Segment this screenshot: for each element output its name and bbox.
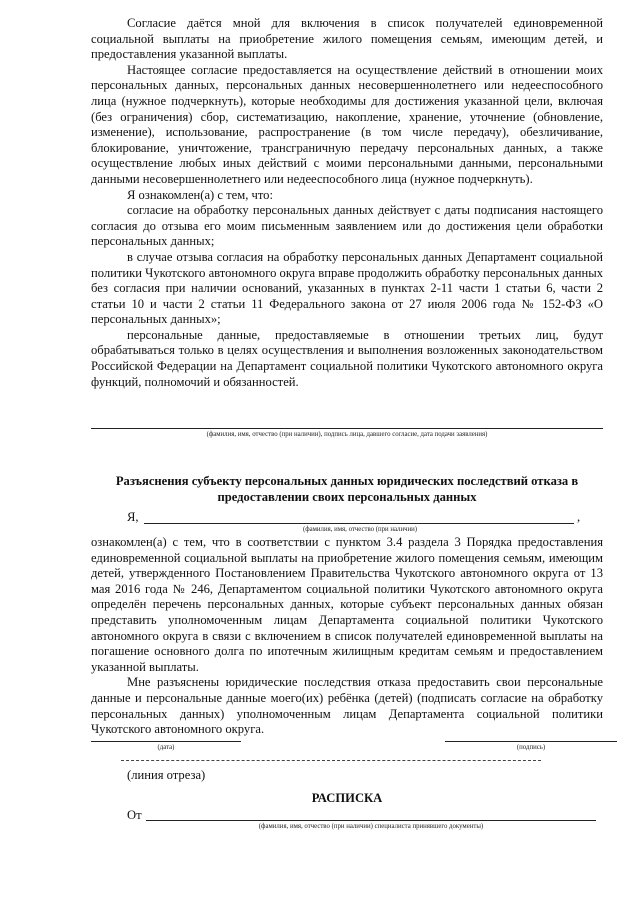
consent-paragraph-3: Я ознакомлен(а) с тем, что: — [127, 187, 273, 202]
receipt-from-caption: (фамилия, имя, отчество (при наличии) специалиста принявшего документы) — [258, 823, 484, 830]
receipt-from-line[interactable] — [146, 820, 596, 821]
explanation-title-line-1: Разъяснения субъекту персональных данных юридических последствий отказа в — [115, 474, 579, 488]
receipt-title: РАСПИСКА — [311, 791, 383, 805]
consent-paragraph-6: персональные данные, предоставляемые в отношении третьих лиц, будут обрабатываться только в целях осуществления и выполнения возложенных законодательством Российской Федерации на Департамент социальной политики Чукотского автономного округа функций, полномочий и обязанностей. — [91, 327, 603, 389]
consent-paragraph-2: Настоящее согласие предоставляется на осуществление действий в отношении моих персональных данных, персональных данных несовершеннолетнего или недееспособного лица (нужное подчеркнуть), которые необходимы для достижения указанной цели, включая (без ограничения) сбор, систематизацию, накопление, хранение, уточнение (обновление, изменение), использование, распространение (в том числе передачу), обезличивание, блокирование, уничтожение, трансграничную передачу персональных данных, а также осуществление любых иных действий с моими персональными данными, персональными данными несовершеннолетнего или недееспособного лица (нужное подчеркнуть). — [91, 62, 603, 186]
cut-line-label: (линия отреза) — [127, 768, 206, 782]
cut-line — [121, 760, 541, 761]
sign-caption: (подпись) — [516, 744, 546, 751]
name-entry-caption: (фамилия, имя, отчество (при наличии) — [302, 526, 418, 533]
receipt-from-label: От — [127, 808, 142, 822]
consent-signature-caption: (фамилия, имя, отчество (при наличии), подпись лица, давшего согласие, дата подачи заявления) — [206, 431, 488, 438]
consent-section — [91, 16, 603, 390]
ya-label: Я, — [127, 510, 139, 524]
date-caption: (дата) — [157, 744, 175, 751]
sign-entry-line[interactable] — [445, 741, 617, 742]
explanation-paragraph-1: ознакомлен(а) с тем, что в соответствии с пунктом 3.4 раздела 3 Порядка предоставления единовременной социальной выплаты на приобретение жилого помещения семьям, имеющим детей, утвержденного Постановлением Правительства Чукотского автономного округа от 13 мая 2016 года № 246, Департаментом социальной политики Чукотского автономного округа определён перечень персональных данных, которые субъект персональных данных обязан представить уполномоченным лицам Департамента социальной политики Чукотского автономного округа в связи с включением в список получателей единовременной выплаты на погашение основного долга по ипотечным жилищным кредитам семьям и предоставлением указанной выплаты. — [91, 535, 603, 674]
consent-paragraph-4: согласие на обработку персональных данных действует с даты подписания настоящего согласия до отзыва его моим письменным заявлением или до достижения цели обработки персональных данных; — [91, 203, 603, 249]
date-entry-line[interactable] — [91, 741, 241, 742]
explanation-title-line-2: предоставлении своих персональных данных — [217, 490, 477, 504]
consent-paragraph-1: Согласие даётся мной для включения в список получателей единовременной социальной выплаты на приобретение жилого помещения семьям, имеющим детей, и предоставления указанной выплаты. — [91, 16, 603, 62]
explanation-body — [91, 535, 603, 738]
consent-signature-line[interactable] — [91, 428, 603, 429]
name-entry-line[interactable] — [144, 523, 574, 524]
explanation-paragraph-2: Мне разъяснены юридические последствия отказа предоставить свои персональные данные и персональные данные моего(их) ребёнка (детей) (подписать согласие на обработку персональных данных) уполномоченным лицам Департамента социальной политики Чукотского автономного округа. — [91, 675, 603, 737]
consent-paragraph-5: в случае отзыва согласия на обработку персональных данных Департамент социальной политики Чукотского автономного округа вправе продолжить обработку персональных данных без согласия при наличии оснований, указанных в пунктах 2-11 части 1 статьи 6, части 2 статьи 10 и части 2 статьи 11 Федерального закона от 27 июля 2006 года № 152-ФЗ «О персональных данных»; — [91, 249, 603, 327]
ya-end-comma: , — [577, 510, 581, 524]
